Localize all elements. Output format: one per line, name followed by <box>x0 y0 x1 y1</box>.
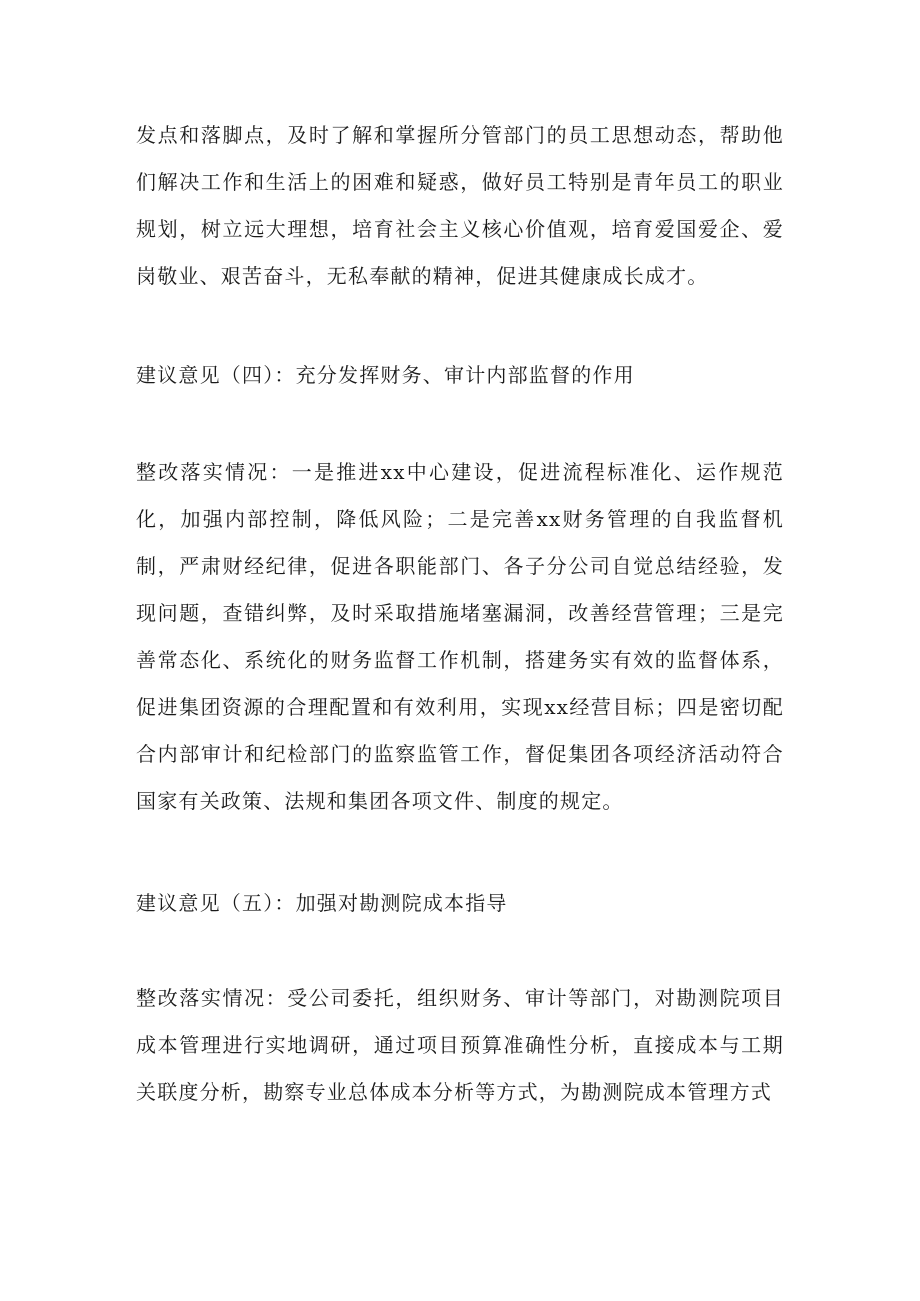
paragraph-intro: 发点和落脚点，及时了解和掌握所分管部门的员工思想动态，帮助他们解决工作和生活上的困难和疑惑，做好员工特别是青年员工的职业规划，树立远大理想，培育社会主义核心价值观，培育爱国爱企、爱岗敬业、艰苦奋斗，无私奉献的精神，促进其健康成长成才。 <box>136 123 784 288</box>
paragraph-rectification-4: 整改落实情况：一是推进xx中心建设，促进流程标准化、运作规范化，加强内部控制，降低风险；二是完善xx财务管理的自我监督机制，严肃财经纪律，促进各职能部门、各子分公司自觉总结经验，发现问题，查错纠弊，及时采取措施堵塞漏洞，改善经营管理；三是完善常态化、系统化的财务监督工作机制，搭建务实有效的监督体系，促进集团资源的合理配置和有效利用，实现xx经营目标；四是密切配合内部审计和纪检部门的监察监管工作，督促集团各项经济活动符合国家有关政策、法规和集团各项文件、制度的规定。 <box>136 460 784 813</box>
heading-suggestion-5: 建议意见（五）：加强对勘测院成本指导 <box>136 891 508 915</box>
paragraph-rectification-5: 整改落实情况：受公司委托，组织财务、审计等部门，对勘测院项目成本管理进行实地调研，通过项目预算准确性分析，直接成本与工期关联度分析，勘察专业总体成本分析等方式，为勘测院成本管理方式 <box>136 986 784 1104</box>
heading-suggestion-4: 建议意见（四）：充分发挥财务、审计内部监督的作用 <box>136 363 635 387</box>
